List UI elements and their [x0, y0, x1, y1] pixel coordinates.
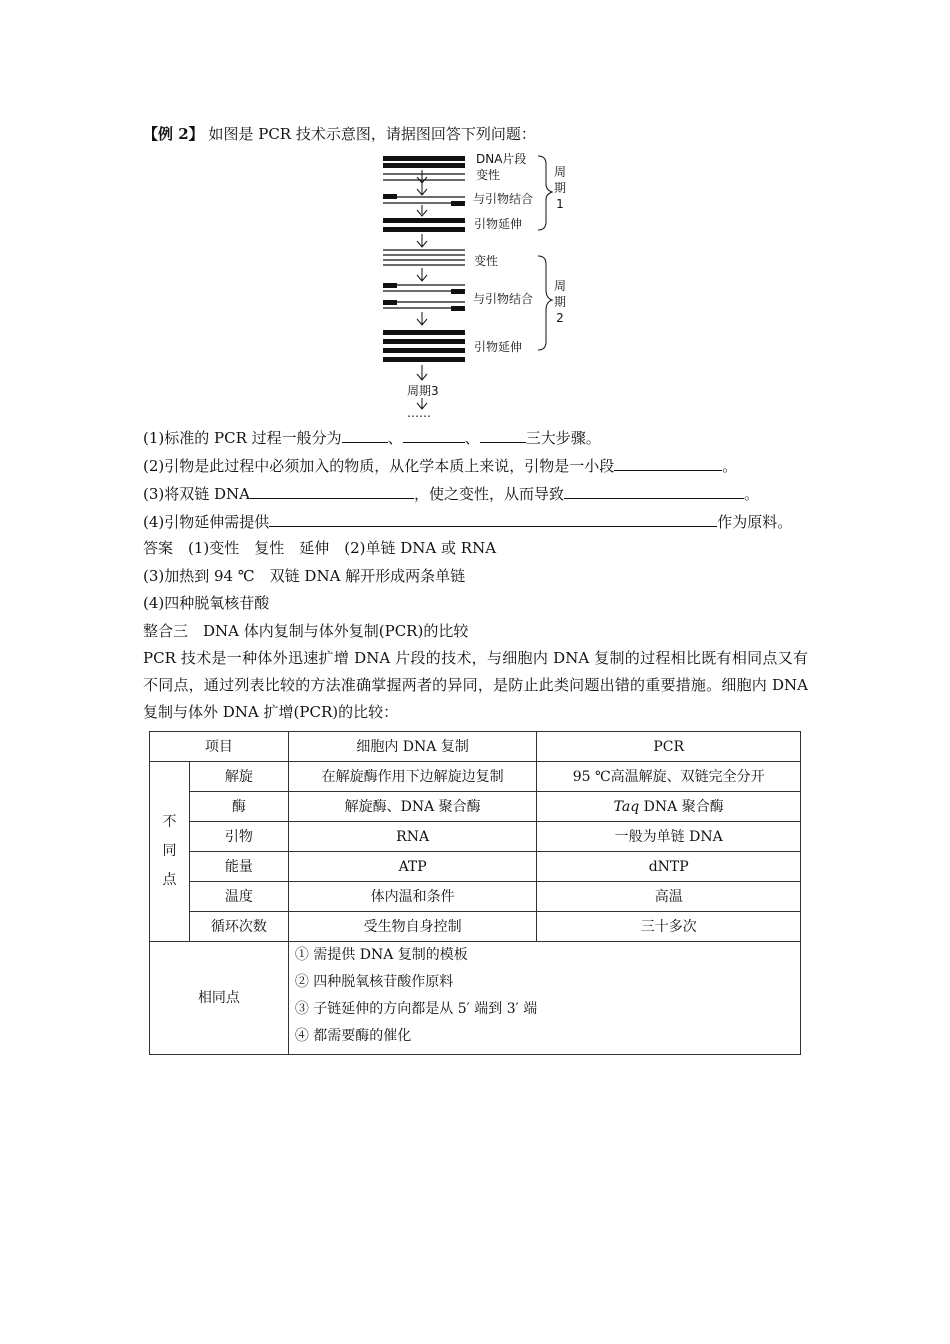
q2-blank[interactable] [614, 455, 722, 471]
q2-text-b: 。 [722, 457, 738, 475]
question-1 [143, 427, 823, 448]
row-item: 引物 [189, 822, 288, 852]
same-items [288, 942, 800, 1055]
row-cell: 解旋酶、DNA 聚合酶 [288, 792, 537, 822]
row-cell: ATP [288, 852, 537, 882]
label-extend-2: 引物延伸 [474, 340, 523, 354]
table-row [150, 882, 801, 912]
example-question: 如图是 PCR 技术示意图，请据图回答下列问题： [208, 125, 536, 143]
header-cell-replication: 细胞内 DNA 复制 [288, 732, 537, 762]
taq-text: Taq [613, 798, 640, 815]
label-cycle-2: 周期2 [553, 279, 566, 325]
table-row [150, 912, 801, 942]
label-anneal-2: 与引物结合 [473, 292, 534, 306]
q1-blank-2[interactable] [403, 427, 465, 443]
same-item: ① 需提供 DNA 复制的模板 [294, 947, 468, 963]
q3-blank-1[interactable] [250, 483, 414, 499]
label-cycle-1: 周期1 [553, 165, 566, 211]
same-item: ② 四种脱氧核苷酸作原料 [294, 974, 454, 990]
row-item: 解旋 [189, 762, 288, 792]
pcr-diagram [370, 150, 610, 420]
label-anneal-1: 与引物结合 [473, 192, 534, 206]
pcr-diagram-graphic [370, 150, 610, 420]
table-row [150, 822, 801, 852]
q1-text-a: (1)标准的 PCR 过程一般分为 [143, 429, 342, 447]
table-row [150, 792, 801, 822]
q1-text-c: 、 [464, 429, 480, 447]
row-pcr [537, 792, 801, 822]
q1-text-b: 、 [387, 429, 403, 447]
row-pcr: 三十多次 [537, 912, 801, 942]
q1-blank-3[interactable] [480, 427, 526, 443]
section-title: 整合三 DNA 体内复制与体外复制(PCR)的比较 [143, 622, 469, 640]
label-denature-1: 变性 [476, 168, 501, 182]
same-item: ④ 都需要酶的催化 [294, 1028, 412, 1044]
diff-label: 不同点 [150, 762, 190, 942]
example-tag: 【例 2】 [143, 125, 204, 143]
row-item: 酶 [189, 792, 288, 822]
label-extend-1: 引物延伸 [474, 217, 523, 231]
q4-text-b: 作为原料。 [717, 513, 793, 531]
question-2 [143, 455, 823, 476]
question-4 [143, 511, 823, 532]
header-item: 项目 [150, 732, 289, 762]
same-label: 相同点 [150, 942, 289, 1055]
q4-text-a: (4)引物延伸需提供 [143, 513, 270, 531]
table-same-row [150, 942, 801, 1055]
row-item: 能量 [189, 852, 288, 882]
answer-line-3: (4)四种脱氧核苷酸 [143, 594, 270, 612]
row-cell: RNA [288, 822, 537, 852]
question-3 [143, 483, 823, 504]
row-pcr: dNTP [537, 852, 801, 882]
table-row [150, 762, 801, 792]
comparison-table [149, 731, 801, 1055]
section-paragraph: PCR 技术是一种体外迅速扩增 DNA 片段的技术，与细胞内 DNA 复制的过程相比既有相同点又有不同点，通过列表比较的方法准确掌握两者的异同，是防止此类问题出错的重要措施。细胞内 DNA 复制与体外 DNA 扩增(PCR)的比较： [143, 649, 808, 721]
q3-blank-2[interactable] [564, 483, 744, 499]
row-item: 循环次数 [189, 912, 288, 942]
q3-text-c: 。 [744, 485, 760, 503]
same-item: ③ 子链延伸的方向都是从 5′ 端到 3′ 端 [294, 1001, 538, 1017]
row-pcr: 95 ℃高温解旋、双链完全分开 [537, 762, 801, 792]
row-pcr: 高温 [537, 882, 801, 912]
row-pcr-text: DNA 聚合酶 [639, 798, 724, 815]
table-row [150, 852, 801, 882]
answer-line-2: (3)加热到 94 ℃ 双链 DNA 解开形成两条单链 [143, 567, 466, 585]
answer-line-1: 答案 (1)变性 复性 延伸 (2)单链 DNA 或 RNA [143, 539, 497, 557]
row-item: 温度 [189, 882, 288, 912]
row-cell: 受生物自身控制 [288, 912, 537, 942]
q3-text-a: (3)将双链 DNA [143, 485, 250, 503]
q1-text-d: 三大步骤。 [525, 429, 601, 447]
row-pcr: 一般为单链 DNA [537, 822, 801, 852]
label-dots: …… [407, 406, 431, 420]
label-denature-2: 变性 [474, 254, 499, 268]
row-cell: 在解旋酶作用下边解旋边复制 [288, 762, 537, 792]
table-header-row [150, 732, 801, 762]
q4-blank[interactable] [269, 511, 717, 527]
label-dna-fragment: DNA片段 [476, 152, 527, 166]
example-heading [143, 124, 823, 144]
q2-text-a: (2)引物是此过程中必须加入的物质，从化学本质上来说，引物是一小段 [143, 457, 615, 475]
q3-text-b: ，使之变性，从而导致 [414, 485, 565, 503]
label-cycle-3: 周期3 [407, 384, 439, 398]
q1-blank-1[interactable] [342, 427, 388, 443]
row-cell: 体内温和条件 [288, 882, 537, 912]
header-pcr: PCR [537, 732, 801, 762]
